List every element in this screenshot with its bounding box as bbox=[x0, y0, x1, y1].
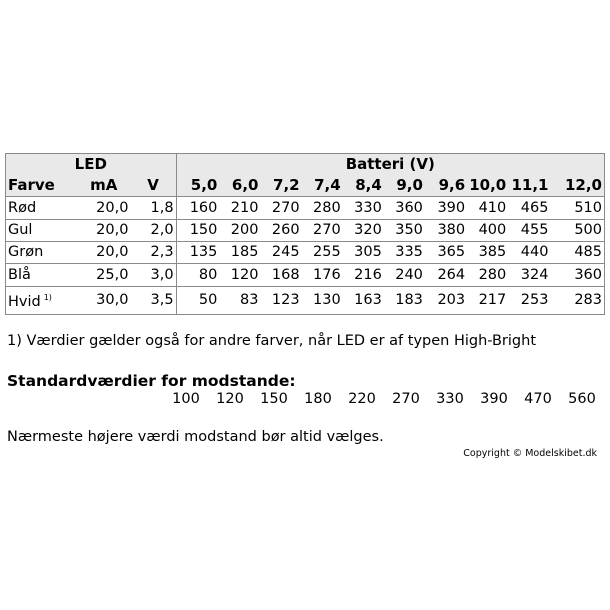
standard-value: 470 bbox=[524, 391, 552, 407]
resistor-value-cell: 216 bbox=[343, 264, 384, 286]
resistor-value-cell: 245 bbox=[260, 242, 301, 264]
standard-values-list bbox=[164, 391, 604, 407]
resistor-value-cell: 185 bbox=[219, 242, 260, 264]
resistor-value-cell: 350 bbox=[384, 219, 425, 241]
resistor-value-cell: 410 bbox=[467, 197, 508, 219]
resistor-value-cell: 240 bbox=[384, 264, 425, 286]
led-color-label: Blå bbox=[8, 266, 31, 283]
led-color-cell bbox=[6, 242, 77, 264]
current-ma-cell: 30,0 bbox=[77, 286, 130, 314]
resistor-value-cell: 176 bbox=[302, 264, 343, 286]
resistor-value-cell: 365 bbox=[425, 242, 467, 264]
current-ma-cell: 20,0 bbox=[77, 197, 130, 219]
resistor-value-cell: 203 bbox=[425, 286, 467, 314]
footnote-marker: 1) bbox=[43, 293, 52, 303]
standard-value: 560 bbox=[568, 391, 596, 407]
resistor-value-cell: 200 bbox=[219, 219, 260, 241]
table-row bbox=[6, 219, 604, 241]
standard-value: 220 bbox=[348, 391, 376, 407]
led-color-label: Hvid bbox=[8, 294, 41, 311]
voltage-header: 7,2 bbox=[260, 175, 301, 197]
resistor-value-cell: 210 bbox=[219, 197, 260, 219]
resistor-value-cell: 120 bbox=[219, 264, 260, 286]
resistor-value-cell: 163 bbox=[343, 286, 384, 314]
forward-voltage-cell: 2,0 bbox=[130, 219, 176, 241]
resistor-value-cell: 255 bbox=[302, 242, 343, 264]
resistor-value-cell: 270 bbox=[302, 219, 343, 241]
resistor-value-cell: 485 bbox=[550, 242, 604, 264]
resistor-table-container bbox=[5, 153, 605, 315]
resistor-value-cell: 83 bbox=[219, 286, 260, 314]
standard-value: 150 bbox=[260, 391, 288, 407]
resistor-value-cell: 324 bbox=[508, 264, 550, 286]
led-color-cell bbox=[6, 219, 77, 241]
resistor-value-cell: 360 bbox=[550, 264, 604, 286]
resistor-value-cell: 305 bbox=[343, 242, 384, 264]
voltage-header: 8,4 bbox=[343, 175, 384, 197]
resistor-value-cell: 390 bbox=[425, 197, 467, 219]
voltage-header: 9,6 bbox=[425, 175, 467, 197]
resistor-value-cell: 253 bbox=[508, 286, 550, 314]
led-color-label: Rød bbox=[8, 199, 37, 216]
table-row bbox=[6, 242, 604, 264]
standard-value: 180 bbox=[304, 391, 332, 407]
table-row bbox=[6, 264, 604, 286]
led-color-label: Gul bbox=[8, 221, 33, 238]
resistor-value-cell: 80 bbox=[176, 264, 219, 286]
table-header-row-1 bbox=[6, 154, 604, 175]
standard-value: 120 bbox=[216, 391, 244, 407]
resistor-value-cell: 50 bbox=[176, 286, 219, 314]
closest-value-note: Nærmeste højere værdi modstand bør altid vælges. bbox=[7, 429, 384, 445]
resistor-value-cell: 183 bbox=[384, 286, 425, 314]
resistor-value-cell: 510 bbox=[550, 197, 604, 219]
current-ma-cell: 25,0 bbox=[77, 264, 130, 286]
led-header: LED bbox=[6, 154, 176, 175]
voltage-header: 9,0 bbox=[384, 175, 425, 197]
resistor-value-cell: 380 bbox=[425, 219, 467, 241]
table-row bbox=[6, 286, 604, 314]
resistor-value-cell: 280 bbox=[467, 264, 508, 286]
voltage-header: 7,4 bbox=[302, 175, 343, 197]
voltage-header: 12,0 bbox=[550, 175, 604, 197]
table-header-row-2 bbox=[6, 175, 604, 197]
led-color-cell bbox=[6, 286, 77, 314]
led-color-cell bbox=[6, 264, 77, 286]
resistor-value-cell: 150 bbox=[176, 219, 219, 241]
standard-values-title: Standardværdier for modstande: bbox=[7, 372, 296, 390]
ma-column-header: mA bbox=[77, 175, 130, 197]
resistor-value-cell: 260 bbox=[260, 219, 301, 241]
resistor-value-cell: 385 bbox=[467, 242, 508, 264]
color-column-header: Farve bbox=[6, 175, 77, 197]
standard-value: 330 bbox=[436, 391, 464, 407]
forward-voltage-cell: 2,3 bbox=[130, 242, 176, 264]
resistor-value-cell: 168 bbox=[260, 264, 301, 286]
voltage-header: 6,0 bbox=[219, 175, 260, 197]
v-column-header: V bbox=[130, 175, 176, 197]
voltage-header: 10,0 bbox=[467, 175, 508, 197]
resistor-value-cell: 335 bbox=[384, 242, 425, 264]
resistor-value-cell: 270 bbox=[260, 197, 301, 219]
voltage-header: 11,1 bbox=[508, 175, 550, 197]
resistor-value-cell: 360 bbox=[384, 197, 425, 219]
resistor-value-cell: 280 bbox=[302, 197, 343, 219]
led-color-label: Grøn bbox=[8, 244, 44, 261]
led-color-cell bbox=[6, 197, 77, 219]
resistor-value-cell: 330 bbox=[343, 197, 384, 219]
resistor-table bbox=[6, 154, 604, 314]
resistor-value-cell: 160 bbox=[176, 197, 219, 219]
resistor-value-cell: 135 bbox=[176, 242, 219, 264]
standard-value: 270 bbox=[392, 391, 420, 407]
resistor-value-cell: 455 bbox=[508, 219, 550, 241]
resistor-value-cell: 123 bbox=[260, 286, 301, 314]
forward-voltage-cell: 3,0 bbox=[130, 264, 176, 286]
resistor-value-cell: 400 bbox=[467, 219, 508, 241]
current-ma-cell: 20,0 bbox=[77, 219, 130, 241]
resistor-value-cell: 130 bbox=[302, 286, 343, 314]
forward-voltage-cell: 1,8 bbox=[130, 197, 176, 219]
resistor-value-cell: 283 bbox=[550, 286, 604, 314]
copyright-text: Copyright © Modelskibet.dk bbox=[463, 448, 597, 459]
battery-header: Batteri (V) bbox=[176, 154, 604, 175]
forward-voltage-cell: 3,5 bbox=[130, 286, 176, 314]
resistor-value-cell: 440 bbox=[508, 242, 550, 264]
standard-value: 100 bbox=[172, 391, 200, 407]
resistor-value-cell: 465 bbox=[508, 197, 550, 219]
resistor-value-cell: 500 bbox=[550, 219, 604, 241]
resistor-value-cell: 264 bbox=[425, 264, 467, 286]
standard-value: 390 bbox=[480, 391, 508, 407]
current-ma-cell: 20,0 bbox=[77, 242, 130, 264]
voltage-header: 5,0 bbox=[176, 175, 219, 197]
table-row bbox=[6, 197, 604, 219]
footnote-text: 1) Værdier gælder også for andre farver, når LED er af typen High-Bright bbox=[7, 333, 537, 349]
resistor-value-cell: 217 bbox=[467, 286, 508, 314]
resistor-value-cell: 320 bbox=[343, 219, 384, 241]
